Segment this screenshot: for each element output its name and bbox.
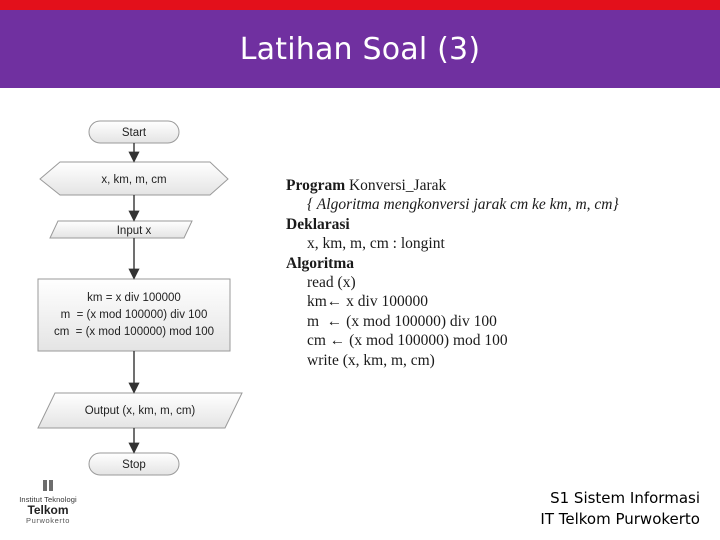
algorithm-step-1: read (x) — [307, 274, 356, 292]
process-line-2: m = (x mod 100000) div 100 — [60, 309, 208, 321]
process-line-1: km = x div 100000 — [87, 292, 181, 304]
footer — [540, 488, 700, 530]
logo-city: Purwokerto — [26, 516, 70, 525]
process-line-3: cm = (x mod 100000) mod 100 — [53, 326, 215, 338]
output-label: Output (x, km, m, cm) — [84, 405, 196, 417]
logo-name: Telkom — [27, 503, 69, 517]
algoritma-keyword: Algoritma — [286, 254, 355, 272]
program-name: Konversi_Jarak — [348, 177, 447, 194]
slide-title: Latihan Soal (3) — [239, 31, 481, 67]
declaration-label: x, km, m, cm — [101, 174, 167, 186]
footer-line-1: S1 Sistem Informasi — [550, 489, 700, 507]
deklarasi-keyword: Deklarasi — [286, 215, 350, 233]
algorithm-step-4: cm ← (x mod 100000) mod 100 — [307, 332, 508, 350]
program-comment: { Algoritma mengkonversi jarak cm ke km, m, cm} — [307, 196, 619, 214]
footer-line-2: IT Telkom Purwokerto — [540, 510, 700, 528]
start-label: Start — [121, 127, 147, 139]
input-label: Input x — [116, 225, 152, 237]
program-line — [286, 176, 619, 195]
stop-label: Stop — [122, 459, 146, 471]
algorithm-step-5: write (x, km, m, cm) — [307, 351, 435, 369]
institution-logo — [8, 480, 88, 536]
logo-institution: Institut Teknologi — [19, 495, 77, 504]
program-keyword: Program — [286, 177, 346, 194]
algorithm-step-3: m ← (x mod 100000) div 100 — [307, 312, 497, 330]
algorithm-step-2: km← x div 100000 — [307, 293, 428, 311]
declaration-line: x, km, m, cm : longint — [307, 235, 445, 253]
logo-mark-icon — [8, 480, 88, 491]
pseudocode-block — [286, 176, 619, 370]
